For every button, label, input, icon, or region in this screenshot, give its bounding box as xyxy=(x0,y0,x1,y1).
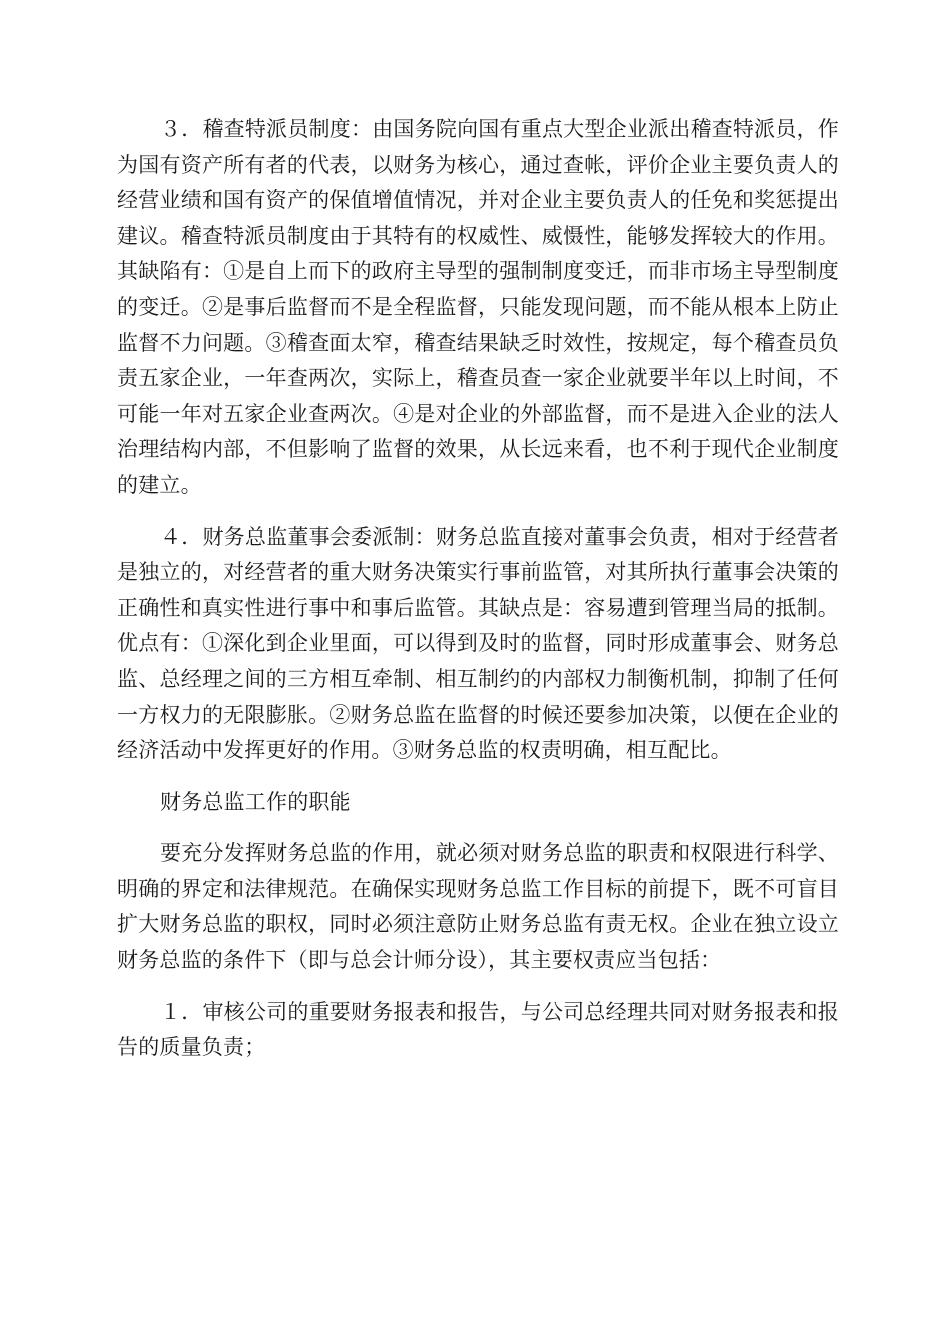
paragraph-audit-commissioner: ３．稽查特派员制度：由国务院向国有重点大型企业派出稽查特派员，作为国有资产所有者的代表，以财务为核心，通过查帐，评价企业主要负责人的经营业绩和国有资产的保值增值情况，并对企业主要负责人的任免和奖惩提出建议。稽查特派员制度由于其特有的权威性、威慑性，能够发挥较大的作用。其缺陷有：①是自上而下的政府主导型的强制制度变迁，而非市场主导型制度的变迁。②是事后监督而不是全程监督，只能发现问题，而不能从根本上防止监督不力问题。③稽查面太窄，稽查结果缺乏时效性，按规定，每个稽查员负责五家企业，一年查两次，实际上，稽查员查一家企业就要半年以上时间，不可能一年对五家企业查两次。④是对企业的外部监督，而不是进入企业的法人治理结构内部，不但影响了监督的效果，从长远来看，也不利于现代企业制度的建立。 xyxy=(117,117,839,497)
paragraph-cfo-duty-1: １．审核公司的重要财务报表和报告，与公司总经理共同对财务报表和报告的质量负责； xyxy=(117,999,839,1060)
document-body xyxy=(117,112,839,1082)
paragraph-cfo-responsibilities-intro: 要充分发挥财务总监的作用，就必须对财务总监的职责和权限进行科学、明确的界定和法律规范。在确保实现财务总监工作目标的前提下，既不可盲目扩大财务总监的职权，同时必须注意防止财务总监有责无权。企业在独立设立财务总监的条件下（即与总会计师分设），其主要权责应当包括： xyxy=(117,841,839,973)
section-heading-cfo-functions: 财务总监工作的职能 xyxy=(160,789,351,814)
paragraph-cfo-board-appointment: ４．财务总监董事会委派制：财务总监直接对董事会负责，相对于经营者是独立的，对经营者的重大财务决策实行事前监管，对其所执行董事会决策的正确性和真实性进行事中和事后监管。其缺点是：容易遭到管理当局的抵制。优点有：①深化到企业里面，可以得到及时的监督，同时形成董事会、财务总监、总经理之间的三方相互牵制、相互制约的内部权力制衡机制，抑制了任何一方权力的无限膨胀。②财务总监在监督的时候还要参加决策，以便在企业的经济活动中发挥更好的作用。③财务总监的权责明确，相互配比。 xyxy=(117,524,839,763)
